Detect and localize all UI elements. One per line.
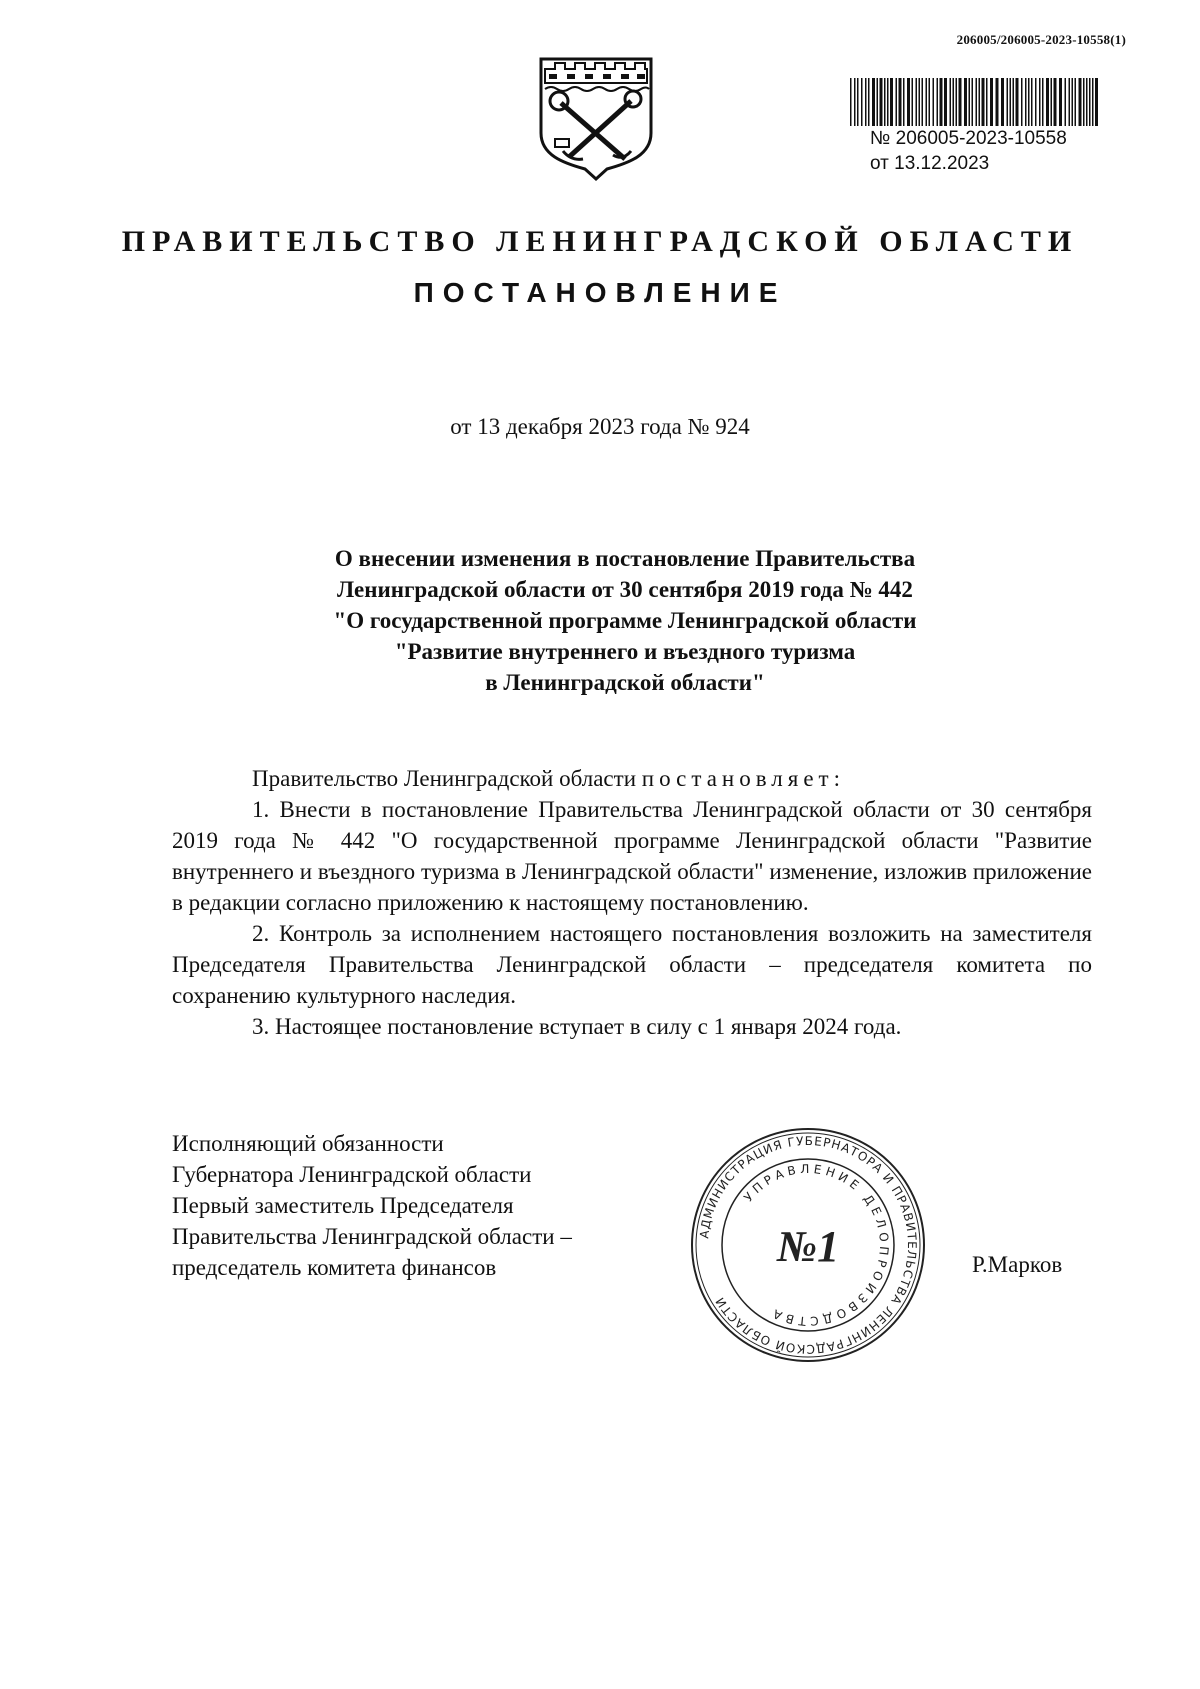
barcode-bar: [887, 78, 889, 126]
barcode-bar: [990, 78, 993, 126]
barcode-bar: [1079, 78, 1082, 126]
intro-text: Правительство Ленинградской области: [252, 766, 642, 791]
barcode-bar: [1007, 78, 1009, 126]
barcode-bar: [890, 78, 893, 126]
signatory-title-line: Губернатора Ленинградской области: [172, 1162, 532, 1187]
barcode-bar: [1059, 78, 1062, 126]
barcode-bar: [907, 78, 910, 126]
clause-2: 2. Контроль за исполнением настоящего постановления возложить на заместителя Председателя Правительства Ленинградской области – председателя комитета по сохранению культурного наследия.: [172, 921, 1092, 1008]
barcode-bar: [956, 78, 958, 126]
barcode-bar: [922, 78, 924, 126]
subject-line: "Развитие внутреннего и въездного туризма: [394, 639, 856, 664]
subject-line: "О государственной программе Ленинградской области: [333, 608, 917, 633]
barcode-bar: [972, 78, 974, 126]
barcode-bar: [964, 78, 967, 126]
barcode-bar: [861, 78, 863, 126]
barcode-bar: [940, 78, 943, 126]
stamp-inner-text: УПРАВЛЕНИЕ ДЕЛОПРОИЗВОДСТВА: [741, 1161, 892, 1329]
document-body: [172, 763, 1092, 1042]
barcode-bar: [884, 78, 886, 126]
signatory-title: [172, 1128, 572, 1283]
barcode-bar: [969, 78, 971, 126]
barcode-bar: [986, 78, 988, 126]
document-type: ПОСТАНОВЛЕНИЕ: [413, 277, 787, 308]
subject-line: в Ленинградской области": [485, 670, 765, 695]
barcode-bar: [950, 78, 952, 126]
clause-1: 1. Внести в постановление Правительства Ленинградской области от 30 сентября 2019 года № 442 "О государственной программе Ленинградской области "Развитие внутреннего и въездного туризма в Ленинградской области" изменение, изложив приложение в редакции согласно приложению к настоящему постановлению.: [172, 797, 1092, 915]
barcode-bar: [1083, 78, 1085, 126]
barcode-bar: [865, 78, 867, 126]
barcode-bar: [899, 78, 902, 126]
barcode-bar: [919, 78, 921, 126]
barcode-bar: [1054, 78, 1057, 126]
barcode-bar: [929, 78, 931, 126]
barcode-bar: [1069, 78, 1071, 126]
barcode-bar: [976, 78, 978, 126]
barcode-bar: [1013, 78, 1015, 126]
stamp-ring-text: АДМИНИСТРАЦИЯ ГУБЕРНАТОРА И ПРАВИТЕЛЬСТВА ЛЕНИНГРАДСКОЙ ОБЛАСТИ: [697, 1133, 920, 1357]
signer-name: Р.Марков: [972, 1252, 1063, 1277]
barcode-bar: [857, 78, 859, 126]
barcode-bar: [903, 78, 905, 126]
barcode-bar: [877, 78, 879, 126]
stamp-number: №1: [776, 1222, 840, 1271]
barcode-bar: [959, 78, 962, 126]
barcode-bar: [1010, 78, 1012, 126]
barcode-bar: [1086, 78, 1088, 126]
clause-3: 3. Настоящее постановление вступает в силу с 1 января 2024 года.: [252, 1014, 902, 1039]
barcode-bar: [1028, 78, 1030, 126]
barcode-bar: [916, 78, 918, 126]
barcode-bar: [868, 78, 870, 126]
barcode-bar: [1046, 78, 1049, 126]
document-subject: [160, 543, 1090, 698]
barcode-bar: [1016, 78, 1019, 126]
intro-decree-word: постановляет:: [641, 766, 845, 791]
leningrad-oblast-coat-of-arms-icon: [533, 55, 659, 183]
barcode-bar: [1089, 78, 1091, 126]
barcode-bar: [1025, 78, 1027, 126]
round-seal-icon: [688, 1125, 928, 1365]
subject-line: Ленинградской области от 30 сентября 2019 года № 442: [337, 577, 913, 602]
barcode-bar: [1051, 78, 1053, 126]
signatory-title-line: Первый заместитель Председателя: [172, 1193, 514, 1218]
barcode-bar: [953, 78, 955, 126]
barcode-icon: [850, 78, 1100, 126]
barcode-bar: [926, 78, 928, 126]
barcode-bar: [1031, 78, 1033, 126]
barcode-bar: [850, 78, 852, 126]
barcode-bar: [1072, 78, 1074, 126]
barcode-bar: [912, 78, 914, 126]
subject-line: О внесении изменения в постановление Правительства: [334, 546, 916, 571]
barcode-bar: [854, 78, 856, 126]
barcode-bar: [1042, 78, 1044, 126]
barcode-bar: [872, 78, 875, 126]
document-date-number: от 13 декабря 2023 года № 924: [450, 414, 750, 439]
barcode-bar: [1039, 78, 1041, 126]
barcode-bar: [880, 78, 883, 126]
registration-number: № 206005-2023-10558: [870, 128, 1067, 149]
barcode-bar: [982, 78, 985, 126]
intro-paragraph: [172, 763, 1092, 794]
document-id: 206005/206005-2023-10558(1): [956, 32, 1126, 47]
barcode-bar: [896, 78, 898, 126]
barcode-bar: [996, 78, 999, 126]
barcode-bar: [1092, 78, 1094, 126]
signatory-title-line: Исполняющий обязанности: [172, 1131, 444, 1156]
barcode-bar: [1075, 78, 1077, 126]
signatory-title-line: председатель комитета финансов: [172, 1255, 497, 1280]
barcode-bar: [1035, 78, 1037, 126]
barcode-bar: [1065, 78, 1067, 126]
barcode-bar: [1001, 78, 1004, 126]
barcode-bar: [944, 78, 947, 126]
barcode-bar: [937, 78, 939, 126]
barcode-bar: [933, 78, 935, 126]
government-title: ПРАВИТЕЛЬСТВО ЛЕНИНГРАДСКОЙ ОБЛАСТИ: [121, 225, 1079, 258]
signatory-title-line: Правительства Ленинградской области –: [172, 1224, 572, 1249]
registration-date: от 13.12.2023: [870, 153, 990, 174]
barcode-bar: [979, 78, 981, 126]
barcode-bar: [1021, 78, 1023, 126]
barcode-bar: [1095, 78, 1098, 126]
